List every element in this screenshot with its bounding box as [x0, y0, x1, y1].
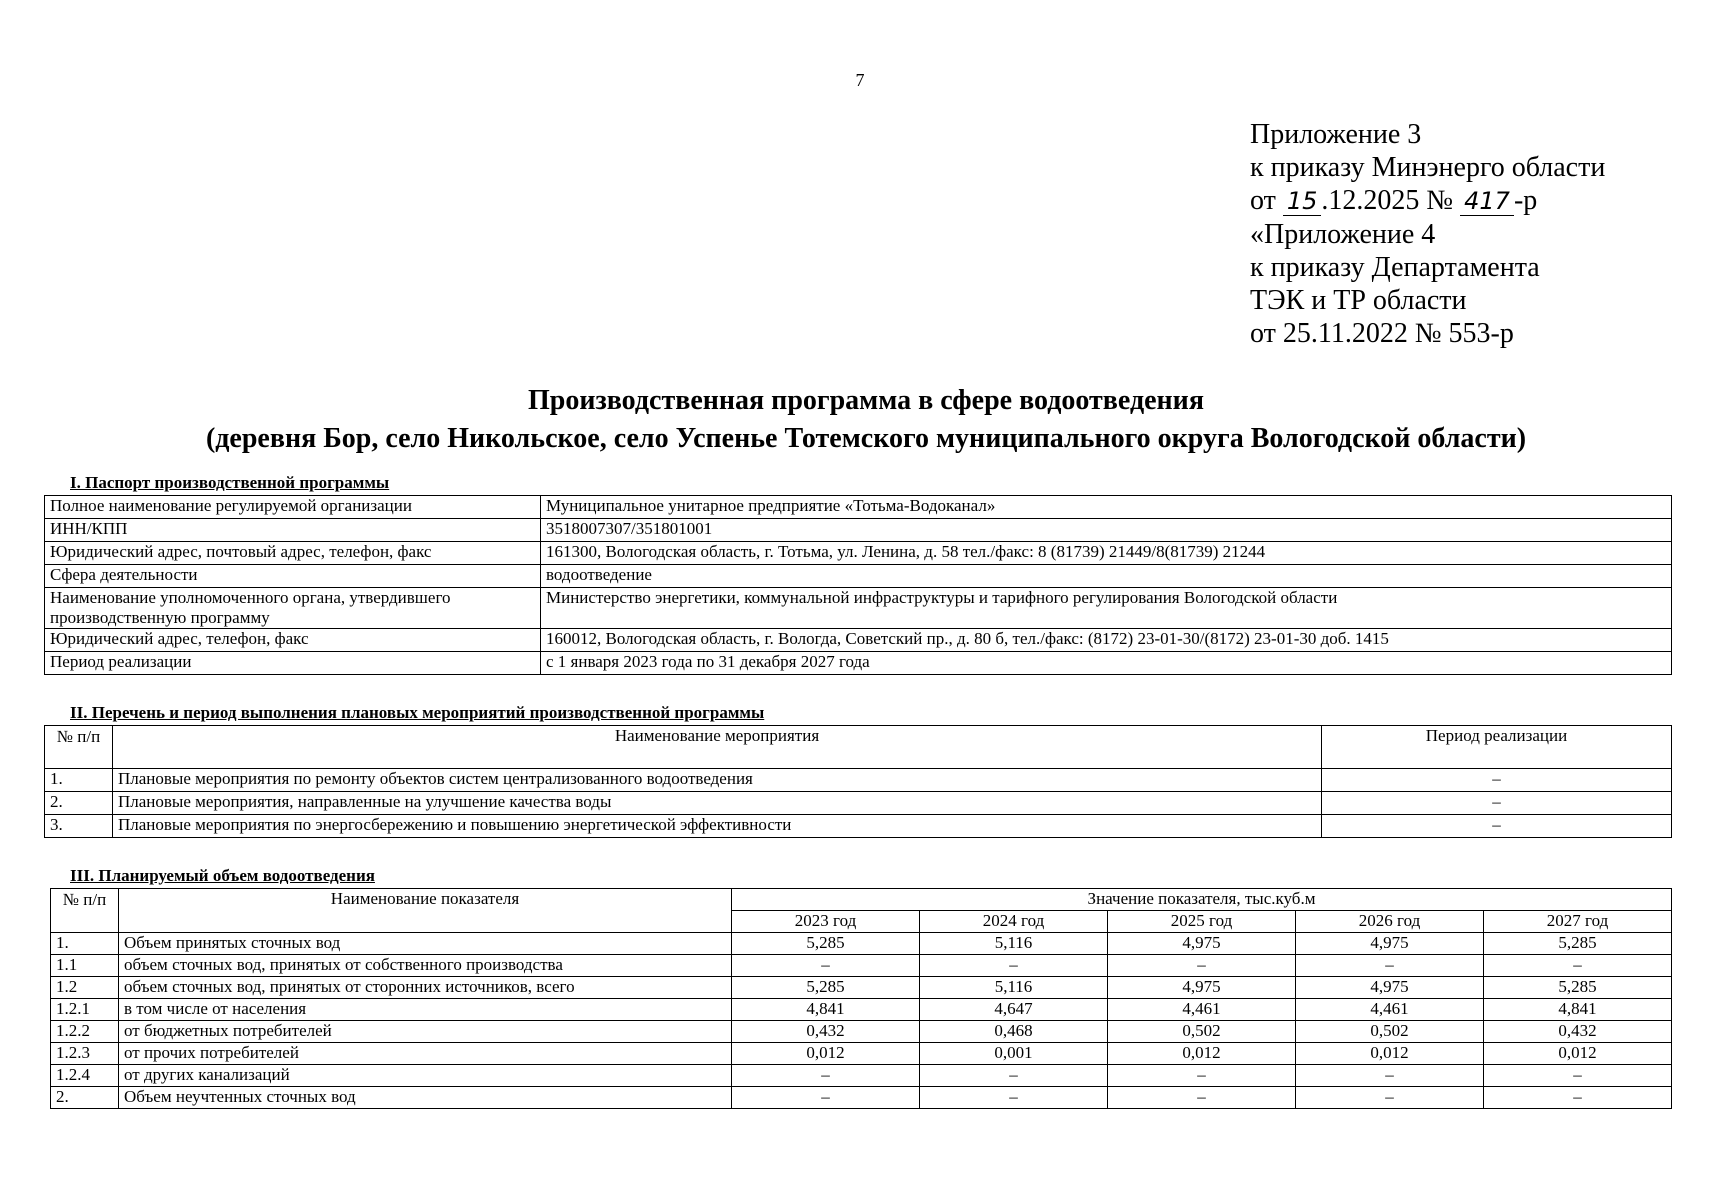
table-row — [51, 1043, 1672, 1065]
indicator-value: 0,432 — [1484, 1021, 1672, 1043]
row-label: Полное наименование регулируемой организации — [45, 496, 541, 519]
row-label: Юридический адрес, телефон, факс — [45, 629, 541, 652]
table-row — [45, 519, 1672, 542]
indicator-name: от других канализаций — [119, 1065, 732, 1087]
indicator-value: 5,285 — [732, 977, 920, 999]
page-number: 7 — [855, 70, 865, 90]
appendix-order-line — [1250, 184, 1605, 218]
indicator-value: 0,012 — [1296, 1043, 1484, 1065]
row-number: 1.2.3 — [51, 1043, 119, 1065]
passport-table — [44, 495, 1672, 675]
table-row — [45, 629, 1672, 652]
indicator-value: 4,841 — [732, 999, 920, 1021]
indicator-value: 4,841 — [1484, 999, 1672, 1021]
row-label: Сфера деятельности — [45, 565, 541, 588]
indicator-value: 4,975 — [1108, 977, 1296, 999]
indicator-value: – — [1108, 1087, 1296, 1109]
indicator-value: – — [920, 955, 1108, 977]
appendix-block — [1250, 118, 1605, 350]
indicator-name: Объем принятых сточных вод — [119, 933, 732, 955]
appendix-line-2: к приказу Минэнерго области — [1250, 152, 1606, 183]
row-number: 2. — [45, 792, 113, 815]
row-value: Министерство энергетики, коммунальной инфраструктуры и тарифного регулирования Вологодской области — [541, 588, 1672, 629]
col-num-header: № п/п — [45, 726, 113, 769]
indicator-value: 4,975 — [1296, 933, 1484, 955]
indicator-value: – — [920, 1065, 1108, 1087]
row-number: 1.2 — [51, 977, 119, 999]
activity-period: – — [1322, 792, 1672, 815]
indicator-value: 0,001 — [920, 1043, 1108, 1065]
appendix-line-7: от 25.11.2022 № 553-р — [1250, 318, 1514, 349]
indicator-value: 5,285 — [732, 933, 920, 955]
indicator-name: в том числе от населения — [119, 999, 732, 1021]
col-name-header: Наименование показателя — [119, 889, 732, 933]
indicator-value: 0,502 — [1108, 1021, 1296, 1043]
row-number: 1. — [45, 769, 113, 792]
volume-table — [50, 888, 1672, 1109]
indicator-value: 0,012 — [732, 1043, 920, 1065]
indicator-name: объем сточных вод, принятых от сторонних источников, всего — [119, 977, 732, 999]
table-row — [51, 977, 1672, 999]
table-row — [45, 565, 1672, 588]
activity-name: Плановые мероприятия по ремонту объектов систем централизованного водоотведения — [113, 769, 1322, 792]
col-name-header: Наименование мероприятия — [113, 726, 1322, 769]
row-number: 2. — [51, 1087, 119, 1109]
table-row — [45, 588, 1672, 629]
indicator-value: 0,502 — [1296, 1021, 1484, 1043]
title-line-1: Производственная программа в сфере водоотведения — [528, 385, 1204, 416]
indicator-value: 5,116 — [920, 977, 1108, 999]
appendix-line-6: ТЭК и ТР области — [1250, 285, 1467, 316]
indicator-value: – — [732, 1065, 920, 1087]
order-prefix: от — [1250, 185, 1283, 216]
table-row — [45, 542, 1672, 565]
indicator-name: объем сточных вод, принятых от собственного производства — [119, 955, 732, 977]
table-row — [45, 792, 1672, 815]
order-date: .12.2025 № — [1321, 185, 1461, 216]
year-header: 2025 год — [1108, 911, 1296, 933]
indicator-value: – — [1296, 1065, 1484, 1087]
activity-name: Плановые мероприятия по энергосбережению и повышению энергетической эффективности — [113, 815, 1322, 838]
indicator-value: 4,647 — [920, 999, 1108, 1021]
indicator-value: – — [1484, 1065, 1672, 1087]
indicator-value: 0,012 — [1484, 1043, 1672, 1065]
year-header: 2027 год — [1484, 911, 1672, 933]
col-period-header: Период реализации — [1322, 726, 1672, 769]
table-row — [45, 769, 1672, 792]
row-number: 1.1 — [51, 955, 119, 977]
indicator-value: 4,461 — [1108, 999, 1296, 1021]
indicator-value: 0,432 — [732, 1021, 920, 1043]
col-values-header: Значение показателя, тыс.куб.м — [732, 889, 1672, 911]
appendix-line-4: «Приложение 4 — [1250, 219, 1436, 250]
row-number: 1.2.1 — [51, 999, 119, 1021]
row-number: 1. — [51, 933, 119, 955]
table-row — [45, 652, 1672, 675]
indicator-value: – — [1296, 1087, 1484, 1109]
table-row — [45, 496, 1672, 519]
indicator-value: 0,468 — [920, 1021, 1108, 1043]
indicator-name: Объем неучтенных сточных вод — [119, 1087, 732, 1109]
table-row — [51, 1065, 1672, 1087]
table-row — [51, 955, 1672, 977]
row-number: 1.2.4 — [51, 1065, 119, 1087]
row-value: с 1 января 2023 года по 31 декабря 2027 года — [541, 652, 1672, 675]
activity-period: – — [1322, 815, 1672, 838]
indicator-value: – — [920, 1087, 1108, 1109]
row-value: 160012, Вологодская область, г. Вологда, Советский пр., д. 80 б, тел./факс: (8172) 23-01-30/(8172) 23-01-30 доб. 1415 — [541, 629, 1672, 652]
year-header: 2024 год — [920, 911, 1108, 933]
indicator-value: – — [1484, 1087, 1672, 1109]
indicator-value: – — [1108, 1065, 1296, 1087]
indicator-value: – — [732, 955, 920, 977]
activity-name: Плановые мероприятия, направленные на улучшение качества воды — [113, 792, 1322, 815]
row-label: Наименование уполномоченного органа, утвердившего производственную программу — [45, 588, 541, 629]
indicator-value: – — [1296, 955, 1484, 977]
indicator-value: – — [1108, 955, 1296, 977]
row-label: Период реализации — [45, 652, 541, 675]
col-num-header: № п/п — [51, 889, 119, 933]
document-title — [0, 382, 1732, 458]
table-row — [51, 1021, 1672, 1043]
indicator-value: 5,285 — [1484, 977, 1672, 999]
row-value: Муниципальное унитарное предприятие «Тотьма-Водоканал» — [541, 496, 1672, 519]
section-1-heading: I. Паспорт производственной программы — [70, 473, 390, 492]
indicator-name: от прочих потребителей — [119, 1043, 732, 1065]
row-number: 1.2.2 — [51, 1021, 119, 1043]
appendix-line-1: Приложение 3 — [1250, 119, 1422, 150]
table-row — [51, 999, 1672, 1021]
indicator-value: 4,975 — [1296, 977, 1484, 999]
indicator-value: – — [732, 1087, 920, 1109]
order-suffix: -р — [1513, 185, 1538, 216]
handwritten-day: 15 — [1283, 187, 1322, 216]
row-label: ИНН/КПП — [45, 519, 541, 542]
row-value: 161300, Вологодская область, г. Тотьма, ул. Ленина, д. 58 тел./факс: 8 (81739) 21449/8(81739) 21244 — [541, 542, 1672, 565]
section-3-heading: III. Планируемый объем водоотведения — [70, 866, 375, 885]
activities-table — [44, 725, 1672, 838]
table-row — [51, 1087, 1672, 1109]
row-value: 3518007307/351801001 — [541, 519, 1672, 542]
section-2-heading: II. Перечень и период выполнения плановых мероприятий производственной программы — [70, 703, 765, 722]
title-line-2: (деревня Бор, село Никольское, село Успенье Тотемского муниципального округа Вологодской области) — [205, 423, 1527, 454]
indicator-value: 4,461 — [1296, 999, 1484, 1021]
indicator-value: – — [1484, 955, 1672, 977]
indicator-value: 0,012 — [1108, 1043, 1296, 1065]
activity-period: – — [1322, 769, 1672, 792]
year-header: 2026 год — [1296, 911, 1484, 933]
indicator-name: от бюджетных потребителей — [119, 1021, 732, 1043]
table-row — [45, 815, 1672, 838]
indicator-value: 4,975 — [1108, 933, 1296, 955]
appendix-line-5: к приказу Департамента — [1250, 252, 1540, 283]
handwritten-order-number: 417 — [1460, 187, 1514, 216]
year-header: 2023 год — [732, 911, 920, 933]
row-value: водоотведение — [541, 565, 1672, 588]
row-number: 3. — [45, 815, 113, 838]
row-label: Юридический адрес, почтовый адрес, телефон, факс — [45, 542, 541, 565]
table-row — [51, 933, 1672, 955]
indicator-value: 5,285 — [1484, 933, 1672, 955]
indicator-value: 5,116 — [920, 933, 1108, 955]
